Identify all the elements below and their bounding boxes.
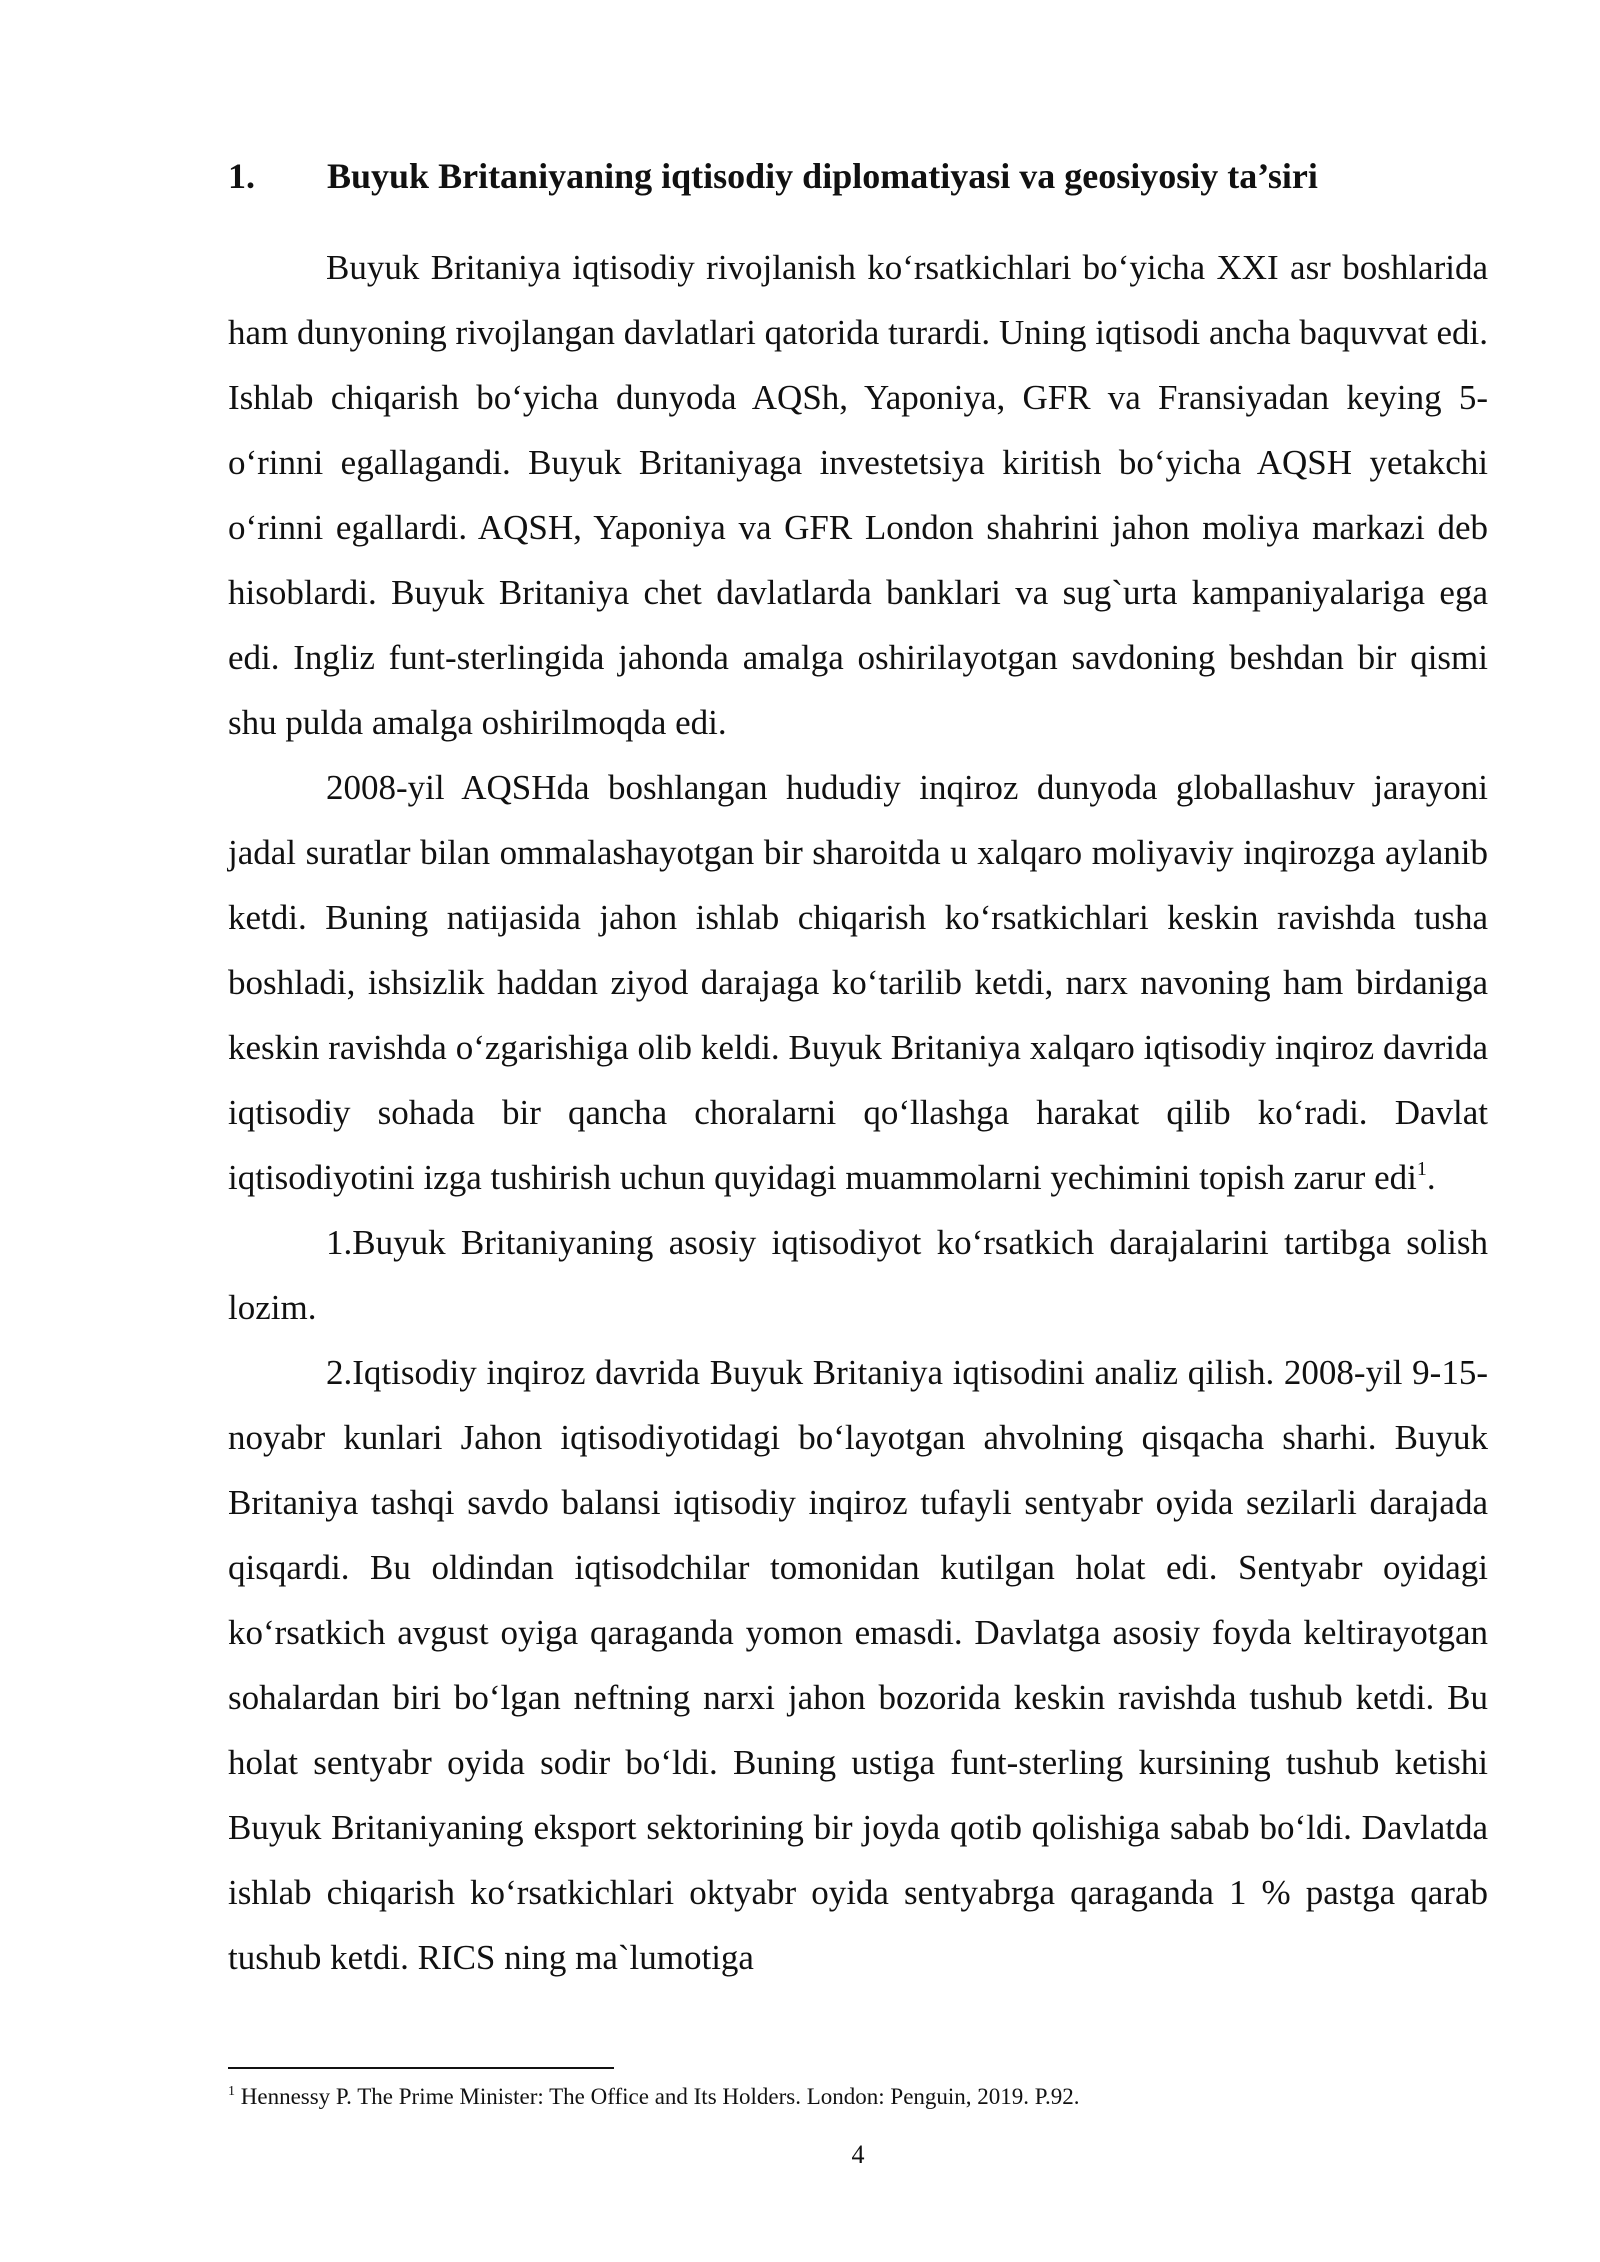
paragraph-text: 2008-yil AQSHda boshlangan hududiy inqiroz dunyoda globallashuv jarayoni jadal suratlar bilan ommalashayotgan bir sharoitda u xalqaro moliyaviy inqirozga aylanib ketdi. Buning natijasida jahon ishlab chiqarish koʻrsatkichlari keskin ravishda tusha boshladi, ishsizlik haddan ziyod darajaga koʻtarilib ketdi, narx navoning ham birdaniga keskin ravishda oʻzgarishiga olib keldi. Buyuk Britaniya xalqaro iqtisodiy inqiroz davrida iqtisodiy sohada bir qancha choralarni qoʻllashga harakat qilib koʻradi. Davlat iqtisodiyotini izga tushirish uchun quyidagi muammolarni yechimini topish zarur edi: [228, 768, 1488, 1197]
paragraph: [228, 755, 1488, 1210]
footnote-reference: 1: [1416, 1158, 1427, 1180]
section-title: Buyuk Britaniyaning iqtisodiy diplomatiyasi va geosiyosiy ta’siri: [327, 156, 1318, 196]
paragraph-end-punctuation: .: [1426, 1158, 1436, 1197]
paragraph: 1.Buyuk Britaniyaning asosiy iqtisodiyot koʻrsatkich darajalarini tartibga solish lozim.: [228, 1223, 1488, 1327]
footnote-mark: 1: [228, 2084, 235, 2099]
body-text: [228, 235, 1488, 1990]
section-number: 1.: [228, 156, 255, 196]
footnote-text: Hennessy P. The Prime Minister: The Office and Its Holders. London: Penguin, 2019. P.92.: [235, 2084, 1080, 2109]
paragraph: 2.Iqtisodiy inqiroz davrida Buyuk Britaniya iqtisodini analiz qilish. 2008-yil 9-15-noyabr kunlari Jahon iqtisodiyotidagi boʻlayotgan ahvolning qisqacha sharhi. Buyuk Britaniya tashqi savdo balansi iqtisodiy inqiroz tufayli sentyabr oyida sezilarli darajada qisqardi. Bu oldindan iqtisodchilar tomonidan kutilgan holat edi. Sentyabr oyidagi koʻrsatkich avgust oyiga qaraganda yomon emasdi. Davlatga asosiy foyda keltirayotgan sohalardan biri boʻlgan neftning narxi jahon bozorida keskin ravishda tushub ketdi. Bu holat sentyabr oyida sodir boʻldi. Buning ustiga funt-sterling kursining tushub ketishi Buyuk Britaniyaning eksport sektorining bir joyda qotib qolishiga sabab boʻldi. Davlatda ishlab chiqarish koʻrsatkichlari oktyabr oyida sentyabrga qaraganda 1 % pastga qarab tushub ketdi. RICS ning ma`lumotiga: [228, 1353, 1488, 1977]
paragraph: Buyuk Britaniya iqtisodiy rivojlanish koʻrsatkichlari boʻyicha XXI asr boshlarida ham dunyoning rivojlangan davlatlari qatorida turardi. Uning iqtisodi ancha baquvvat edi. Ishlab chiqarish boʻyicha dunyoda AQSh, Yaponiya, GFR va Fransiyadan keying 5-oʻrinni egallagandi. Buyuk Britaniyaga investetsiya kiritish boʻyicha AQSH yetakchi oʻrinni egallardi. AQSH, Yaponiya va GFR London shahrini jahon moliya markazi deb hisoblardi. Buyuk Britaniya chet davlatlarda banklari va sug`urta kampaniyalariga ega edi. Ingliz funt-sterlingida jahonda amalga oshirilayotgan savdoning beshdan bir qismi shu pulda amalga oshirilmoqda edi.: [228, 248, 1488, 742]
page-number: 4: [851, 2140, 865, 2169]
footnote: [228, 2080, 1488, 2114]
section-heading: [228, 150, 1488, 202]
footnote-separator: [228, 2067, 614, 2069]
